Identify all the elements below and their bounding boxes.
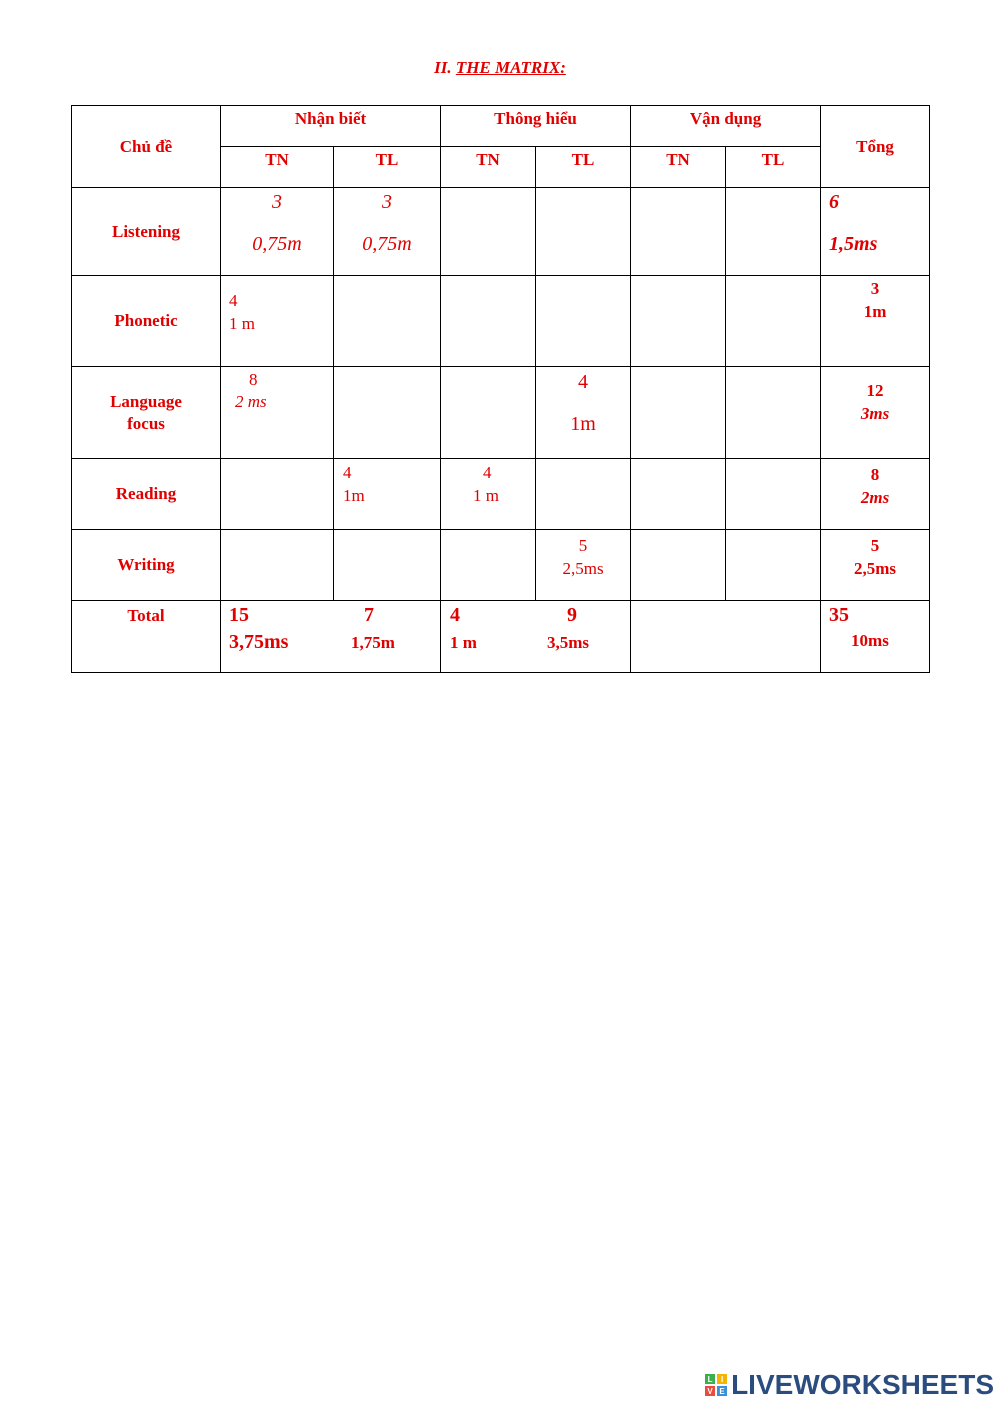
total-application [631, 601, 821, 673]
language-total: 12 3ms [821, 367, 930, 459]
matrix-table [71, 105, 930, 673]
row-phonetic [72, 276, 930, 367]
listening-nb-tl: 3 0,75m [334, 188, 441, 276]
listening-total: 6 1,5ms [821, 188, 930, 276]
row-label-writing: Writing [72, 530, 221, 601]
row-reading [72, 459, 930, 530]
section-heading [0, 58, 1000, 78]
header-nb-tl: TL [334, 147, 441, 188]
reading-total: 8 2ms [821, 459, 930, 530]
header-th-tl: TL [536, 147, 631, 188]
header-topic: Chủ đề [72, 106, 221, 188]
header-total: Tổng [821, 106, 930, 188]
row-language-focus [72, 367, 930, 459]
header-nb-tn: TN [221, 147, 334, 188]
listening-vd-tn [631, 188, 726, 276]
writing-nb-tn [221, 530, 334, 601]
header-row-1 [72, 106, 930, 147]
phonetic-vd-tl [726, 276, 821, 367]
listening-th-tl [536, 188, 631, 276]
phonetic-th-tl [536, 276, 631, 367]
language-th-tn [441, 367, 536, 459]
logo-blocks-icon: L I V E [705, 1374, 727, 1396]
language-vd-tl [726, 367, 821, 459]
heading-title: THE MATRIX: [455, 58, 566, 77]
writing-vd-tl [726, 530, 821, 601]
logo-text: LIVEWORKSHEETS [731, 1369, 994, 1400]
header-th-tn: TN [441, 147, 536, 188]
row-label-phonetic: Phonetic [72, 276, 221, 367]
row-listening [72, 188, 930, 276]
phonetic-nb-tn: 4 1 m [221, 276, 334, 367]
listening-th-tn [441, 188, 536, 276]
header-vd-tl: TL [726, 147, 821, 188]
language-th-tl: 4 1m [536, 367, 631, 459]
writing-vd-tn [631, 530, 726, 601]
reading-nb-tl: 4 1m [334, 459, 441, 530]
total-comprehension: 4 1 m 9 3,5ms [441, 601, 631, 673]
language-nb-tl [334, 367, 441, 459]
phonetic-total: 3 1m [821, 276, 930, 367]
header-vd-tn: TN [631, 147, 726, 188]
reading-th-tl [536, 459, 631, 530]
language-vd-tn [631, 367, 726, 459]
header-application: Vận dụng [631, 106, 821, 147]
row-writing [72, 530, 930, 601]
writing-th-tl: 5 2,5ms [536, 530, 631, 601]
total-grand: 35 10ms [821, 601, 930, 673]
reading-vd-tn [631, 459, 726, 530]
writing-total: 5 2,5ms [821, 530, 930, 601]
writing-th-tn [441, 530, 536, 601]
row-label-reading: Reading [72, 459, 221, 530]
header-recognition: Nhận biết [221, 106, 441, 147]
phonetic-vd-tn [631, 276, 726, 367]
reading-vd-tl [726, 459, 821, 530]
row-label-total: Total [72, 601, 221, 673]
reading-th-tn: 4 1 m [441, 459, 536, 530]
listening-vd-tl [726, 188, 821, 276]
phonetic-nb-tl [334, 276, 441, 367]
reading-nb-tn [221, 459, 334, 530]
writing-nb-tl [334, 530, 441, 601]
header-comprehension: Thông hiểu [441, 106, 631, 147]
language-nb-tn: 8 2 ms [221, 367, 334, 459]
heading-prefix: II. [434, 58, 456, 77]
row-label-language-focus: Language focus [72, 367, 221, 459]
total-recognition: 15 3,75ms 7 1,75m [221, 601, 441, 673]
row-label-listening: Listening [72, 188, 221, 276]
listening-nb-tn: 3 0,75m [221, 188, 334, 276]
phonetic-th-tn [441, 276, 536, 367]
row-total [72, 601, 930, 673]
liveworksheets-logo [705, 1369, 994, 1401]
